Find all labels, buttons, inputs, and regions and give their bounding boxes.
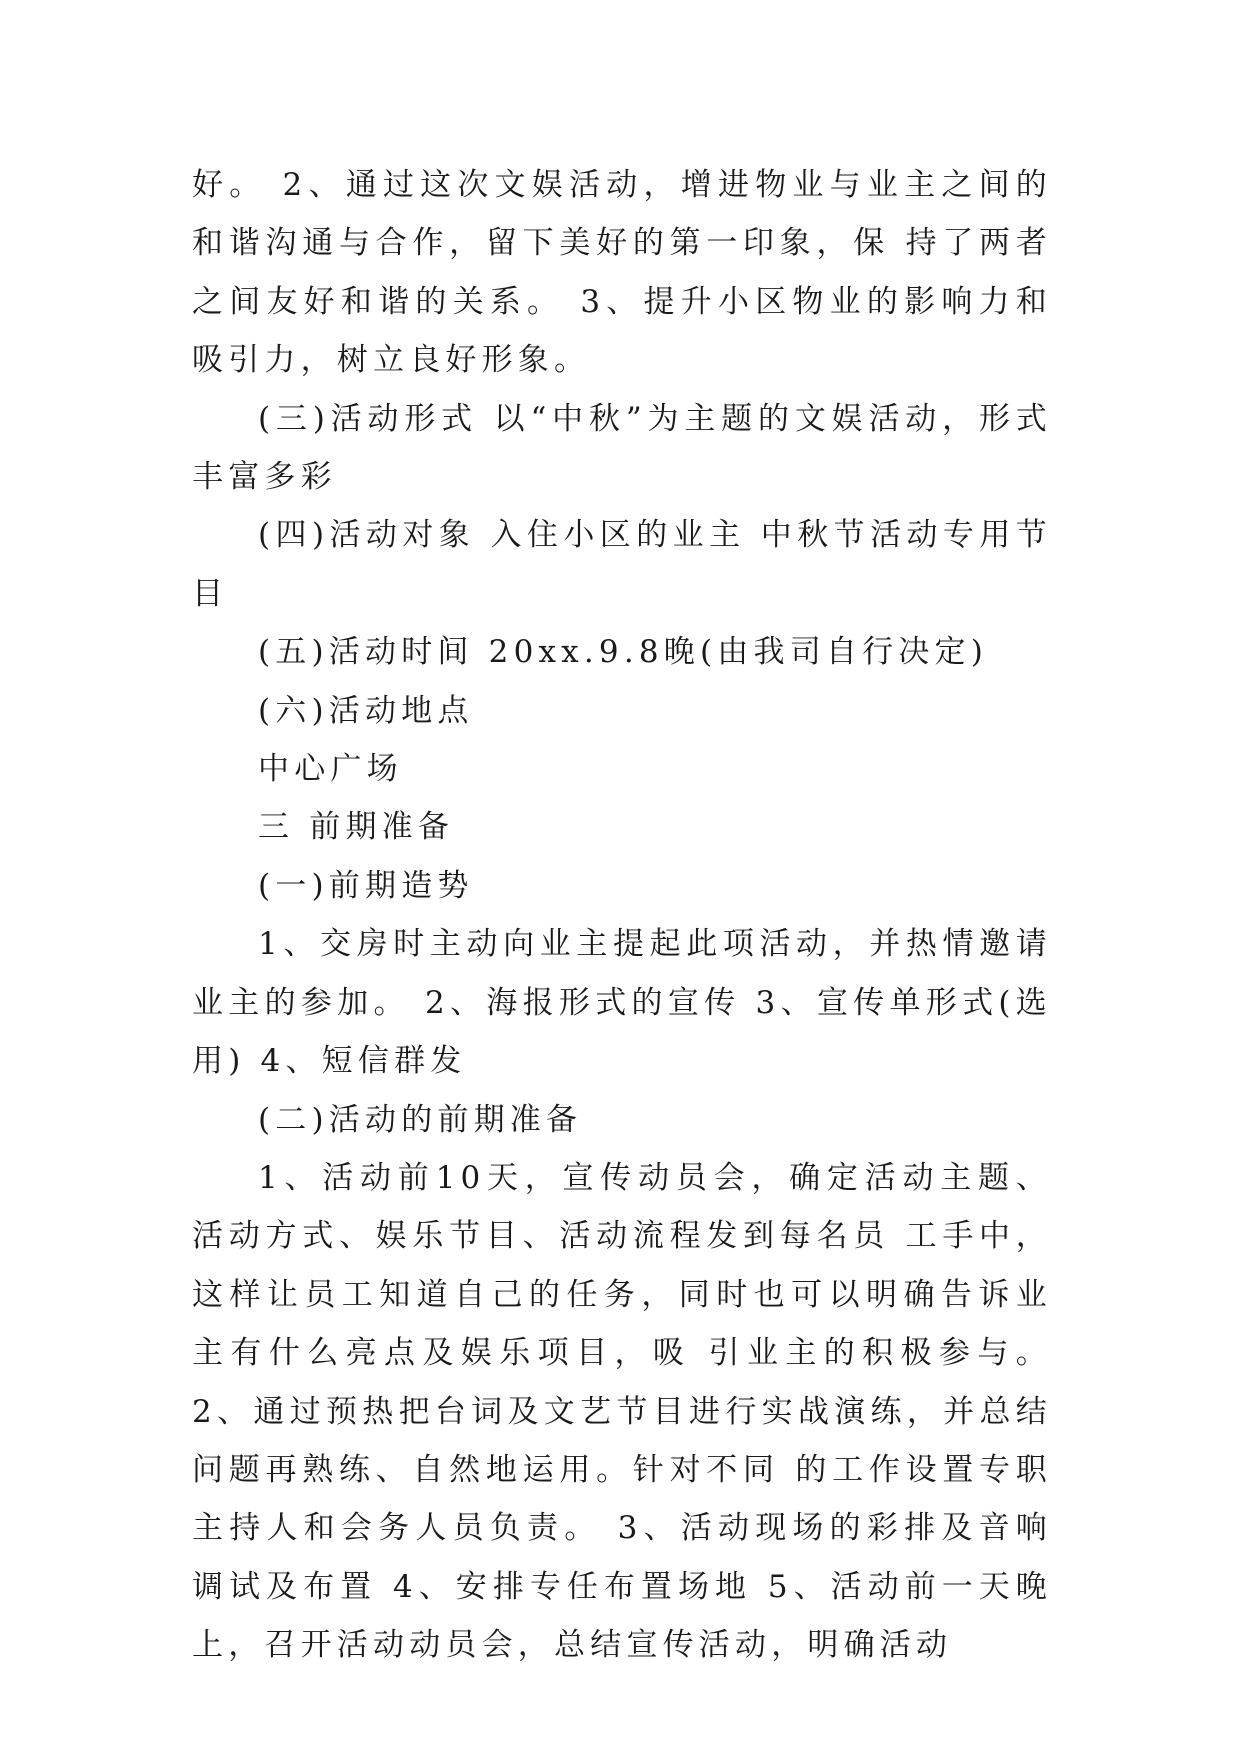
paragraph-goals-continued: 好。 2、通过这次文娱活动，增进物业与业主之间的和谐沟通与合作，留下美好的第一印象，保 持了两者之间友好和谐的关系。 3、提升小区物业的影响力和吸引力，树立良好形象。 xyxy=(192,167,1052,379)
paragraph-activity-location-heading: (六)活动地点 xyxy=(258,692,474,729)
paragraph-pre-activity-items: 1、活动前10天，宣传动员会，确定活动主题、活动方式、娱乐节目、活动流程发到每名员 工手中，这样让员工知道自己的任务，同时也可以明确告诉业主有什么亮点及娱乐项目，吸 引业主的积极参与。 2、通过预热把台词及文艺节目进行实战演练，并总结问题再熟练、自然地运用。针对不同 的工作设置专职主持人和会务人员负责。 3、活动现场的彩排及音响调试及布置 4、安排专任布置场地 5、活动前一天晚上，召开活动动员会，总结宣传活动，明确活动 xyxy=(192,1159,1052,1664)
subsection-heading-promotion: (一)前期造势 xyxy=(258,867,474,904)
paragraph-activity-audience: (四)活动对象 入住小区的业主 中秋节活动专用节目 xyxy=(192,517,1052,612)
section-heading-preparation: 三 前期准备 xyxy=(258,809,455,846)
paragraph-activity-location: 中心广场 xyxy=(258,751,403,788)
paragraph-activity-format: (三)活动形式 以“中秋”为主题的文娱活动，形式丰富多彩 xyxy=(192,400,1052,496)
paragraph-promotion-items: 1、交房时主动向业主提起此项活动，并热情邀请业主的参加。 2、海报形式的宣传 3、宣传单形式(选用) 4、短信群发 xyxy=(192,926,1052,1080)
subsection-heading-pre-activity: (二)活动的前期准备 xyxy=(258,1101,583,1138)
document-page xyxy=(192,156,1052,1675)
paragraph-activity-time: (五)活动时间 20xx.9.8晚(由我司自行决定) xyxy=(258,634,988,671)
